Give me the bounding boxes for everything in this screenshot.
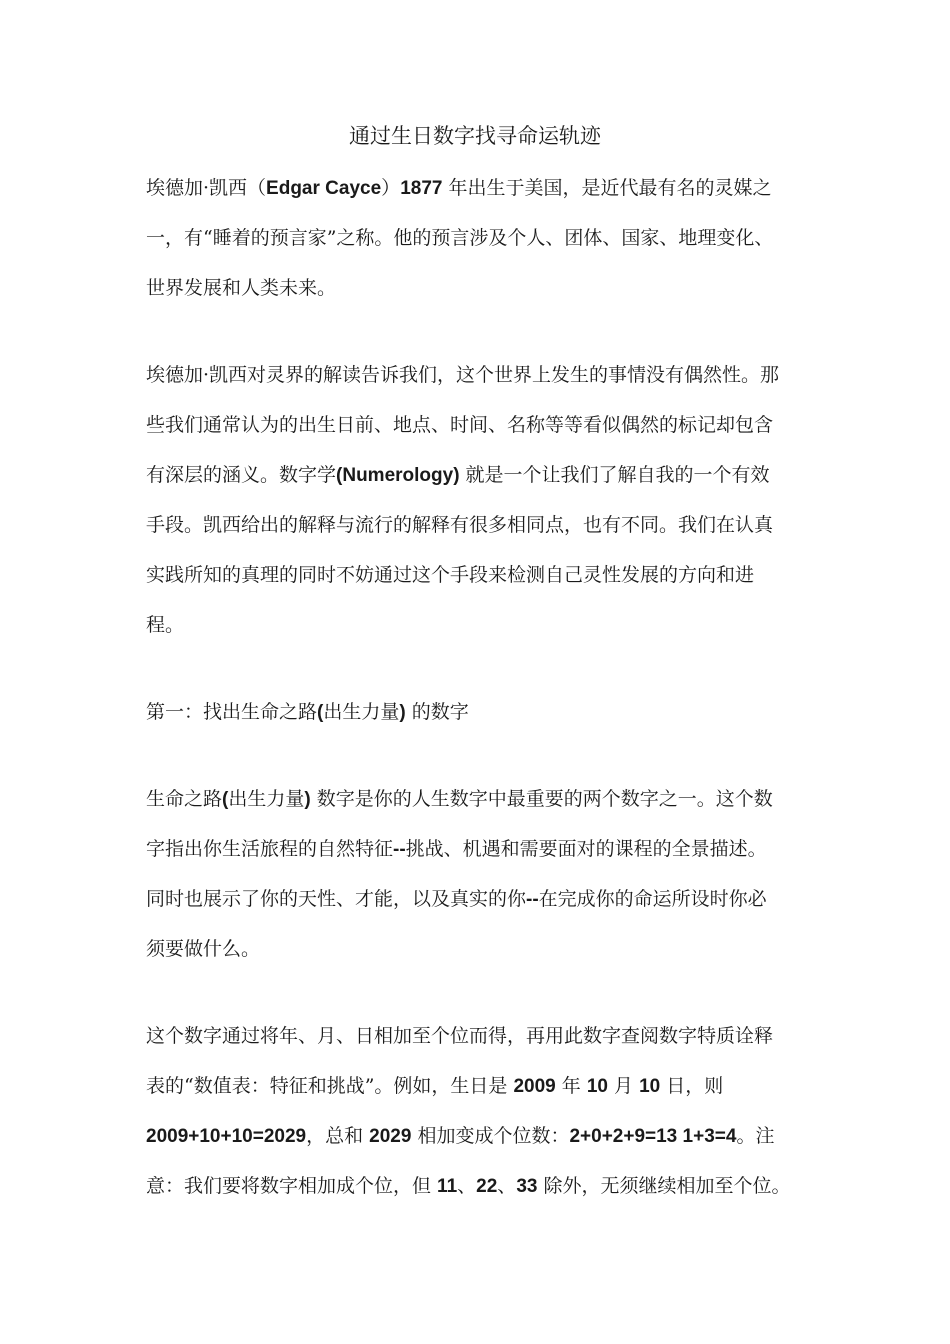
- section-heading: 第一：找出生命之路(出生力量) 的数字: [146, 701, 469, 723]
- paragraph-line: 表的“数值表：特征和挑战”。例如，生日是 2009 年 10 月 10 日，则: [146, 1075, 724, 1097]
- paragraph-line: 字指出你生活旅程的自然特征--挑战、机遇和需要面对的课程的全景描述。: [146, 838, 767, 860]
- paragraph-line: 这个数字通过将年、月、日相加至个位而得，再用此数字查阅数字特质诠释: [146, 1025, 774, 1047]
- paragraph-line: 意：我们要将数字相加成个位，但 11、22、33 除外，无须继续相加至个位。: [146, 1175, 791, 1197]
- paragraph-line: 实践所知的真理的同时不妨通过这个手段来检测自己灵性发展的方向和进: [146, 564, 755, 586]
- paragraph-line: 同时也展示了你的天性、才能，以及真实的你--在完成你的命运所设时你必: [146, 888, 767, 910]
- paragraph-line: 2009+10+10=2029，总和 2029 相加变成个位数：2+0+2+9=13 1+3=4。注: [146, 1125, 775, 1147]
- paragraph-line: 一，有“睡着的预言家”之称。他的预言涉及个人、团体、国家、地理变化、: [146, 227, 774, 249]
- paragraph-line: 埃德加·凯西（Edgar Cayce）1877 年出生于美国，是近代最有名的灵媒之: [146, 177, 772, 199]
- paragraph-line: 须要做什么。: [146, 938, 261, 960]
- paragraph-line: 埃德加·凯西对灵界的解读告诉我们，这个世界上发生的事情没有偶然性。那: [146, 364, 780, 386]
- paragraph-line: 程。: [146, 614, 185, 636]
- paragraph-line: 手段。凯西给出的解释与流行的解释有很多相同点，也有不同。我们在认真: [146, 514, 774, 536]
- paragraph-line: 些我们通常认为的出生日前、地点、时间、名称等等看似偶然的标记却包含: [146, 414, 774, 436]
- document-title: 通过生日数字找寻命运轨迹: [349, 124, 601, 148]
- paragraph-line: 世界发展和人类未来。: [146, 277, 337, 299]
- paragraph-line: 有深层的涵义。数字学(Numerology) 就是一个让我们了解自我的一个有效: [146, 464, 770, 486]
- paragraph-line: 生命之路(出生力量) 数字是你的人生数字中最重要的两个数字之一。这个数: [146, 788, 773, 810]
